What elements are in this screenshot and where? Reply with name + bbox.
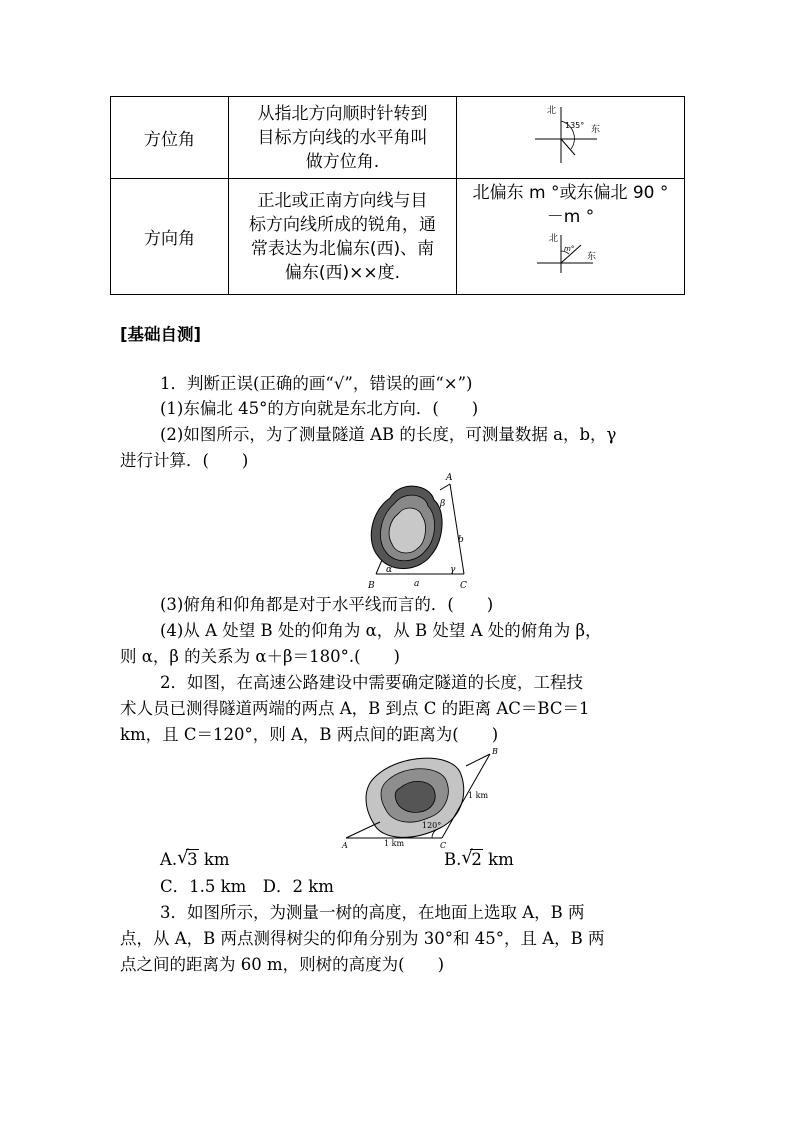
section-title: [基础自测]	[120, 325, 202, 344]
angle-label: 135°	[565, 121, 585, 130]
azimuth-figure	[457, 97, 684, 173]
term-label: 方向角	[144, 229, 195, 249]
definition-cell	[229, 179, 457, 295]
side-b-label: b	[458, 535, 464, 545]
gamma-label: γ	[450, 565, 456, 575]
sqrt-symbol: √ 2	[461, 847, 482, 869]
beta-label: β	[440, 499, 446, 509]
option-A-unit: km	[203, 850, 230, 869]
sqrt-symbol: √ 3	[177, 847, 198, 869]
term-cell	[111, 97, 229, 179]
term-cell	[111, 179, 229, 295]
tunnel-120-figure	[340, 746, 500, 850]
q3-line-3: 点之间的距离为 60 m，则树的高度为( )	[120, 955, 445, 974]
side-a-label: a	[414, 579, 420, 589]
definition-line: 正北或正南方向线与目	[257, 190, 428, 211]
figure-cell	[457, 97, 685, 179]
option-B-radicand: 2	[471, 850, 482, 869]
q1-statement-4a: (4)从 A 处望 B 处的仰角为 α，从 B 处望 A 处的俯角为 β，	[160, 621, 602, 640]
definition-line: 标方向线所成的锐角，通	[249, 214, 436, 235]
definition-line: 做方位角.	[305, 151, 380, 172]
angle-label: 120°	[422, 821, 442, 830]
q1-statement-1: (1)东偏北 45°的方向就是东北方向．( )	[160, 399, 479, 418]
q1-statement-2b: 进行计算．( )	[120, 451, 249, 470]
figure-cell	[457, 179, 685, 295]
q2-line-3: km，且 C＝120°，则 A，B 两点间的距离为( )	[120, 725, 499, 744]
definition-line: 常表达为北偏东(西)、南	[250, 238, 435, 259]
q1-stem: 1．判断正误(正确的画“√”，错误的画“×”)	[160, 374, 473, 393]
direction-angle-figure	[457, 229, 684, 275]
q1-statement-2a: (2)如图所示，为了测量隧道 AB 的长度，可测量数据 a，b，γ	[160, 425, 617, 444]
definition-line: 从指北方向顺时针转到	[257, 103, 428, 124]
option-A-radicand: 3	[187, 850, 198, 869]
point-A-label: A	[446, 473, 453, 483]
side-BC-label: 1 km	[468, 791, 489, 800]
point-A-label: A	[342, 841, 348, 850]
east-label: 东	[587, 252, 597, 262]
option-A-prefix: A.	[160, 850, 178, 869]
side-AC-label: 1 km	[384, 839, 405, 848]
table-row	[111, 97, 685, 179]
north-label: 北	[547, 106, 557, 116]
definition-cell	[229, 97, 457, 179]
q2-line-2: 术人员已测得隧道两端的两点 A，B 到点 C 的距离 AC＝BC＝1	[120, 699, 590, 718]
term-label: 方位角	[144, 130, 195, 150]
point-C-label: C	[440, 841, 447, 850]
q1-statement-4b: 则 α，β 的关系为 α＋β＝180°.( )	[120, 647, 400, 666]
option-B-prefix: B.	[444, 850, 462, 869]
example-line: 北偏东 m °或东偏北 90 °	[472, 183, 669, 203]
q2-line-1: 2．如图，在高速公路建设中需要确定隧道的长度，工程技	[160, 673, 583, 692]
q1-statement-3: (3)俯角和仰角都是对于水平线而言的．( )	[160, 595, 494, 614]
north-label: 北	[549, 234, 559, 244]
definition-line: 目标方向线的水平角叫	[257, 127, 428, 148]
q3-line-1: 3．如图所示，为测量一树的高度，在地面上选取 A，B 两	[160, 903, 585, 922]
option-A[interactable]	[160, 847, 230, 869]
definition-table	[110, 96, 685, 295]
east-label: 东	[591, 125, 601, 135]
definition-line: 偏东(西)××度.	[284, 262, 401, 283]
options-C-D: C．1.5 km D．2 km	[160, 877, 334, 896]
point-C-label: C	[460, 581, 467, 591]
angle-label: m°	[564, 245, 575, 253]
table-row	[111, 179, 685, 295]
alpha-label: α	[386, 565, 393, 575]
option-B-unit: km	[488, 850, 514, 869]
q3-line-2: 点，从 A，B 两点测得树尖的仰角分别为 30°和 45°，且 A，B 两	[120, 929, 605, 948]
point-B-label: B	[368, 581, 375, 591]
tunnel-triangle-figure	[360, 470, 480, 592]
point-B-label: B	[492, 747, 498, 756]
example-line: －m °	[546, 207, 595, 227]
option-B[interactable]	[444, 847, 514, 869]
